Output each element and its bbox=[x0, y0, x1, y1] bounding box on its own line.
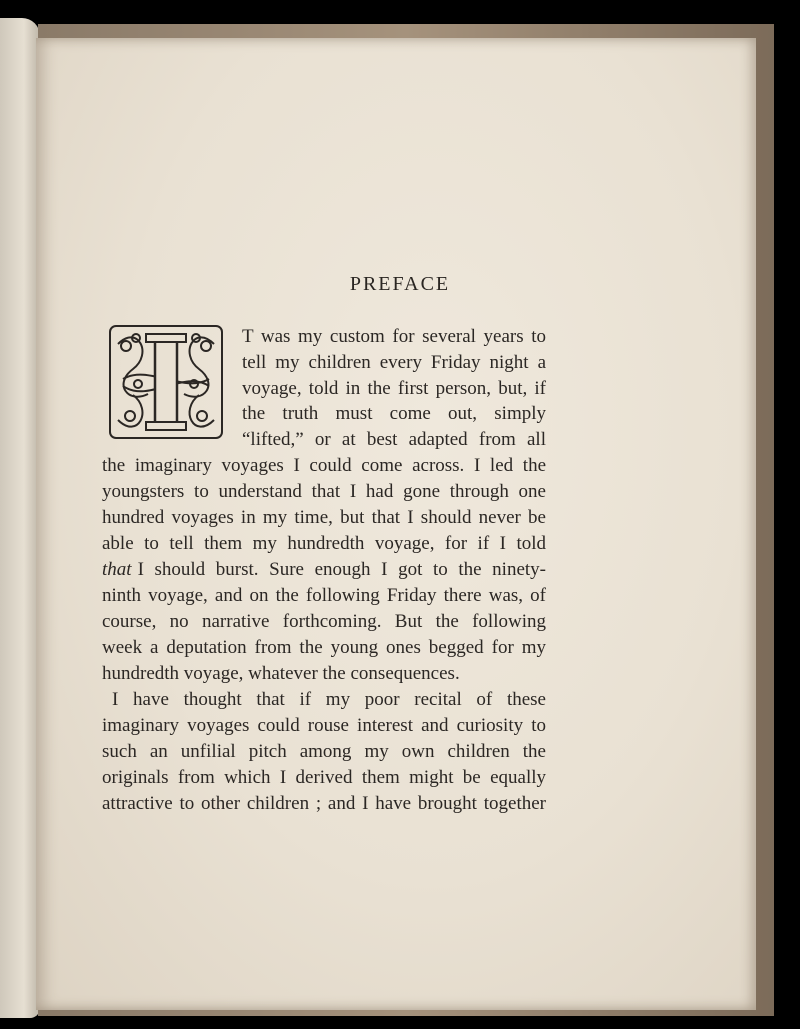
text-line: attractive to other children ; and I have brought together bbox=[102, 793, 546, 814]
text-line: I have thought that if my poor recital of these bbox=[112, 689, 546, 710]
text-line: T was my custom for several years to bbox=[242, 326, 546, 347]
page-title: PREFACE bbox=[349, 273, 451, 295]
text-line: ninth voyage, and on the following Friday there was, of bbox=[102, 585, 546, 606]
text-line: tell my children every Friday night a bbox=[242, 352, 546, 373]
text-line: imaginary voyages could rouse interest and curiosity to bbox=[102, 715, 546, 736]
text-line: such an unfilial pitch among my own children the bbox=[102, 741, 546, 762]
ornamental-drop-cap-i bbox=[108, 324, 224, 440]
text-line: the imaginary voyages I could come across. I led the bbox=[102, 455, 546, 476]
text-line: course, no narrative forthcoming. But the following bbox=[102, 611, 546, 632]
text-line: originals from which I derived them might be equally bbox=[102, 767, 546, 788]
text-line bbox=[102, 559, 546, 581]
text-line: voyage, told in the first person, but, if bbox=[242, 378, 546, 399]
text-line: “lifted,” or at best adapted from all bbox=[242, 429, 546, 450]
facing-page-edge bbox=[0, 18, 40, 1018]
text-line: the truth must come out, simply bbox=[242, 403, 546, 424]
text-line: able to tell them my hundredth voyage, for if I told bbox=[102, 533, 546, 554]
text-line: hundredth voyage, whatever the consequences. bbox=[102, 663, 460, 684]
text-line-rest: I should burst. Sure enough I got to the ninety- bbox=[137, 559, 546, 580]
text-line: week a deputation from the young ones begged for my bbox=[102, 637, 546, 658]
italic-word: that bbox=[102, 559, 132, 580]
text-line: youngsters to understand that I had gone through one bbox=[102, 481, 546, 502]
text-line: hundred voyages in my time, but that I should never be bbox=[102, 507, 546, 528]
